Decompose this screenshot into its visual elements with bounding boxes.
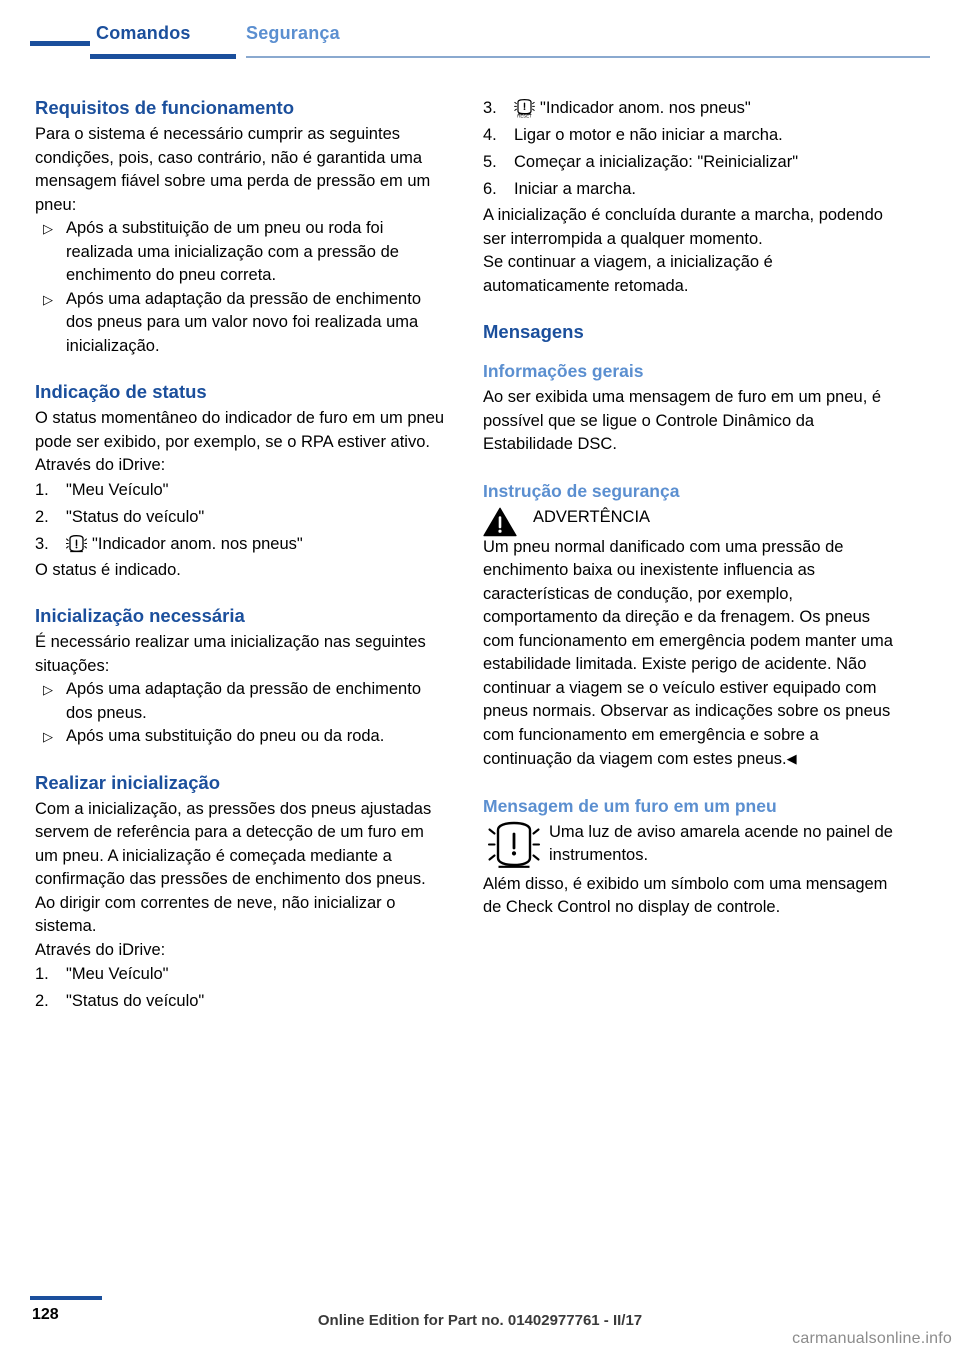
footer-accent-bar <box>30 1296 102 1300</box>
list-item <box>35 532 449 557</box>
warning-block <box>483 506 897 536</box>
section-title-inicializacao-necessaria: Inicialização necessária <box>35 605 245 626</box>
bullet-list-inicializacao <box>35 678 449 749</box>
header-accent-bar <box>30 41 90 46</box>
step-text: "Indicador anom. nos pneus" <box>540 99 751 117</box>
bullet-list-requisitos <box>35 217 449 358</box>
step-text: Iniciar a marcha. <box>514 180 636 198</box>
list-item <box>483 123 897 148</box>
step-text: "Meu Veículo" <box>66 965 169 983</box>
list-item <box>35 288 449 359</box>
paragraph-correntes-neve: Ao dirigir com correntes de neve, não inicializar o sistema. <box>35 893 396 935</box>
step-list-realizar-continued <box>483 96 897 202</box>
step-number: 6. <box>483 180 497 198</box>
tab-comandos-underline <box>90 54 236 59</box>
section-title-indicacao-status: Indicação de status <box>35 381 207 402</box>
list-item <box>35 962 449 987</box>
list-item <box>35 989 449 1014</box>
paragraph-status-indicado: O status é indicado. <box>35 560 181 579</box>
list-item <box>483 96 897 121</box>
page-number: 128 <box>32 1306 59 1323</box>
subsection-title-mensagem-furo: Mensagem de um furo em um pneu <box>483 795 777 816</box>
list-item <box>35 217 449 288</box>
triangle-bullet-icon: ▷ <box>43 221 53 236</box>
triangle-bullet-icon: ▷ <box>43 729 53 744</box>
page-header <box>0 18 960 62</box>
tyre-warning-message-text: Uma luz de aviso amarela acende no painel de instrumentos. <box>549 822 893 864</box>
header-divider <box>246 56 930 58</box>
tire-pressure-warning-icon <box>66 535 87 554</box>
step-text: "Status do veículo" <box>66 992 205 1010</box>
step-text: "Indicador anom. nos pneus" <box>92 534 303 553</box>
step-number: 1. <box>35 965 49 983</box>
step-text: Ligar o motor e não iniciar a marcha. <box>514 126 783 144</box>
step-list-realizar <box>35 962 449 1014</box>
paragraph-informacoes-gerais: Ao ser exibida uma mensagem de furo em um pneu, é possível que se ligue o Controle Dinâmico da Estabilidade DSC. <box>483 388 882 453</box>
paragraph-inicializacao-necessaria: É necessário realizar uma inicialização nas seguintes situações: <box>35 633 426 675</box>
step-number: 1. <box>35 480 49 499</box>
tire-pressure-warning-lamp-icon <box>487 821 541 871</box>
warning-triangle-icon <box>483 507 517 537</box>
step-number: 3. <box>483 99 497 117</box>
right-column <box>483 96 897 920</box>
step-number: 2. <box>35 992 49 1010</box>
step-text: "Meu Veículo" <box>66 480 169 499</box>
step-number: 3. <box>35 534 49 553</box>
left-column <box>35 96 449 1016</box>
subsection-title-instrucao-seguranca: Instrução de segurança <box>483 480 680 501</box>
step-list-indicacao <box>35 478 449 557</box>
list-item <box>35 725 449 749</box>
section-title-mensagens: Mensagens <box>483 321 584 342</box>
step-text: Começar a inicialização: "Reinicializar" <box>514 153 799 171</box>
list-item-text: Após uma adaptação da pressão de enchimento dos pneus para um valor novo foi realizada uma inicialização. <box>66 289 421 355</box>
list-item <box>483 150 897 175</box>
step-number: 4. <box>483 126 497 144</box>
paragraph-requisitos: Para o sistema é necessário cumprir as seguintes condições, pois, caso contrário, não é garantida uma mensagem fiável sobre uma perda de pressão em um pneu: <box>35 125 431 214</box>
step-number: 5. <box>483 153 497 171</box>
paragraph-realizar-inicializacao: Com a inicialização, as pressões dos pneus ajustadas servem de referência para a detecção de um furo em um pneu. A inicialização é começada mediante a confirmação das pressões de enchimento dos pneus. <box>35 799 432 888</box>
section-title-requisitos: Requisitos de funcionamento <box>35 97 295 118</box>
paragraph-idrive-path-2: Através do iDrive: <box>35 940 166 959</box>
step-number: 2. <box>35 507 49 526</box>
step-text: "Status do veículo" <box>66 507 205 526</box>
paragraph-indicacao-status: O status momentâneo do indicador de furo em um pneu pode ser exibido, por exemplo, se o RPA estiver ativo. <box>35 409 445 451</box>
warning-text: Um pneu normal danificado com uma pressão de enchimento baixa ou inexistente influencia as características de condução, por exemplo, comportamento da direção e da frenagem. Os pneus com funcionamento em emergência podem manter uma estabilidade limitada. Existe perigo de acidente. Não continuar a viagem se o veículo estiver equipado com pneus normais. Observar as indicações sobre os pneus com funcionamento em emergência e sobre a continuação da viagem com estes pneus. <box>483 537 893 768</box>
list-item <box>35 478 449 503</box>
tire-pressure-reset-icon <box>514 99 535 118</box>
section-title-realizar-inicializacao: Realizar inicialização <box>35 771 221 793</box>
tab-seguranca[interactable]: Segurança <box>246 23 340 43</box>
svg-text:RESET: RESET <box>517 113 532 118</box>
paragraph-idrive-path-1: Através do iDrive: <box>35 456 166 474</box>
paragraph-inicializacao-marcha: A inicialização é concluída durante a marcha, podendo ser interrompida a qualquer momento. <box>483 206 883 248</box>
subsection-title-informacoes-gerais: Informações gerais <box>483 361 644 381</box>
list-item-text: Após uma adaptação da pressão de enchimento dos pneus. <box>66 680 421 722</box>
paragraph-retomada-automatica: Se continuar a viagem, a inicialização é automaticamente retomada. <box>483 253 773 295</box>
warning-end-marker: ◀ <box>786 751 797 766</box>
tab-comandos[interactable]: Comandos <box>96 23 191 43</box>
triangle-bullet-icon: ▷ <box>43 291 53 307</box>
paragraph-warning-text <box>483 536 897 772</box>
list-item <box>35 678 449 725</box>
paragraph-check-control: Além disso, é exibido um símbolo com uma mensagem de Check Control no display de controle. <box>483 874 888 916</box>
list-item <box>483 177 897 202</box>
tyre-warning-message-block <box>483 821 897 873</box>
warning-label: ADVERTÊNCIA <box>533 507 651 526</box>
list-item-text: Após uma substituição do pneu ou da roda. <box>66 727 385 745</box>
edition-text: Online Edition for Part no. 01402977761 - II/17 <box>317 1312 643 1329</box>
watermark: carmanualsonline.info <box>792 1330 952 1347</box>
list-item-text: Após a substituição de um pneu ou roda foi realizada uma inicialização com a pressão de enchimento do pneu correta. <box>66 219 399 284</box>
triangle-bullet-icon: ▷ <box>43 682 53 697</box>
list-item <box>35 505 449 530</box>
